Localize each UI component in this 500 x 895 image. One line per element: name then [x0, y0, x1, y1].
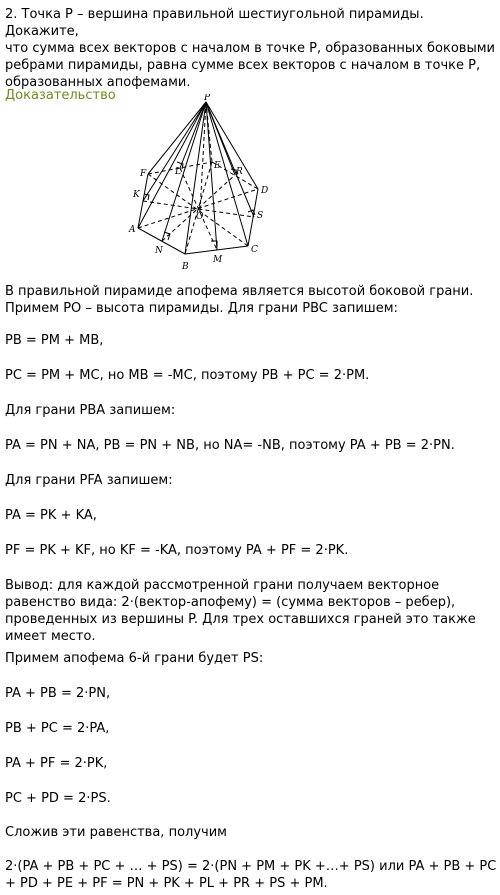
text-line: Примем апофема 6-й грани будет PS: [5, 651, 264, 666]
proof-heading: Доказательство [5, 88, 116, 103]
equation-line: + PD + PE + PF = PN + PK + PL + PR + PS + PM. [5, 876, 328, 891]
label-k: K [133, 190, 140, 200]
equation-line: PA + PF = 2·PK, [5, 756, 108, 771]
problem-line: ребрами пирамиды, равна сумме всех векторов с началом в точке P, [5, 58, 481, 73]
label-s: S [257, 211, 264, 221]
pyramid-diagram [120, 94, 280, 274]
equation-line: PB + PC = 2·PA, [5, 721, 110, 736]
equation-line: PB = PM + MB, [5, 333, 104, 348]
problem-statement [5, 6, 497, 91]
apothem-pk [143, 102, 206, 201]
equation-line: PC + PD = 2·PS. [5, 791, 111, 806]
label-e: E [214, 161, 221, 171]
edge-pd [206, 102, 258, 189]
pyramid-figure [120, 94, 280, 274]
equation-line: PF = PK + KF, но KF = -KA, поэтому PA + PF = 2·PK. [5, 543, 349, 558]
text-line: Для грани PBA запишем: [5, 403, 176, 418]
text-line: равенство вида: 2·(вектор-апофему) = (сумма векторов – ребер), [5, 595, 456, 610]
equation-line: PA = PK + KA, [5, 508, 97, 523]
equation-line: PC = PM + MC, но MB = -MC, поэтому PB + PC = 2·PM. [5, 368, 370, 383]
problem-line: что сумма всех векторов с началом в точке P, образованных боковыми [5, 41, 495, 56]
label-d: D [261, 186, 269, 196]
label-a: A [129, 225, 136, 235]
problem-line: 2. Точка P – вершина правильной шестиугольной пирамиды. Докажите, [5, 7, 424, 39]
label-p: P [204, 94, 211, 103]
equation-line: PA + PB = 2·PN, [5, 686, 111, 701]
apothem-pl [180, 102, 206, 168]
text-line: Для грани PFA запишем: [5, 473, 173, 488]
text-line: имеет место. [5, 629, 96, 644]
label-m: M [213, 255, 223, 265]
label-c: C [251, 245, 258, 255]
label-b: B [182, 262, 189, 272]
problem-line: образованных апофемами. [5, 75, 191, 90]
text-line: Сложив эти равенства, получим [5, 825, 227, 840]
label-l: L [175, 167, 181, 177]
equation-line: 2·(PA + PB + PC + … + PS) = 2·(PN + PM + PK +…+ PS) или PA + PB + PC [5, 859, 497, 874]
text-line: проведенных из вершины P. Для трех оставшихся граней это также [5, 612, 476, 627]
label-r: R [236, 167, 243, 177]
label-f: F [140, 169, 147, 179]
text-line: В правильной пирамиде апофема является высотой боковой грани. [5, 284, 474, 299]
text-line: Вывод: для каждой рассмотренной грани получаем векторное [5, 578, 440, 593]
text-line: Примем PO – высота пирамиды. Для грани PBC запишем: [5, 301, 398, 316]
label-o: O [196, 212, 204, 222]
label-n: N [155, 246, 163, 256]
equation-line: PA = PN + NA, PB = PN + NB, но NA= -NB, поэтому PA + PB = 2·PN. [5, 438, 455, 453]
